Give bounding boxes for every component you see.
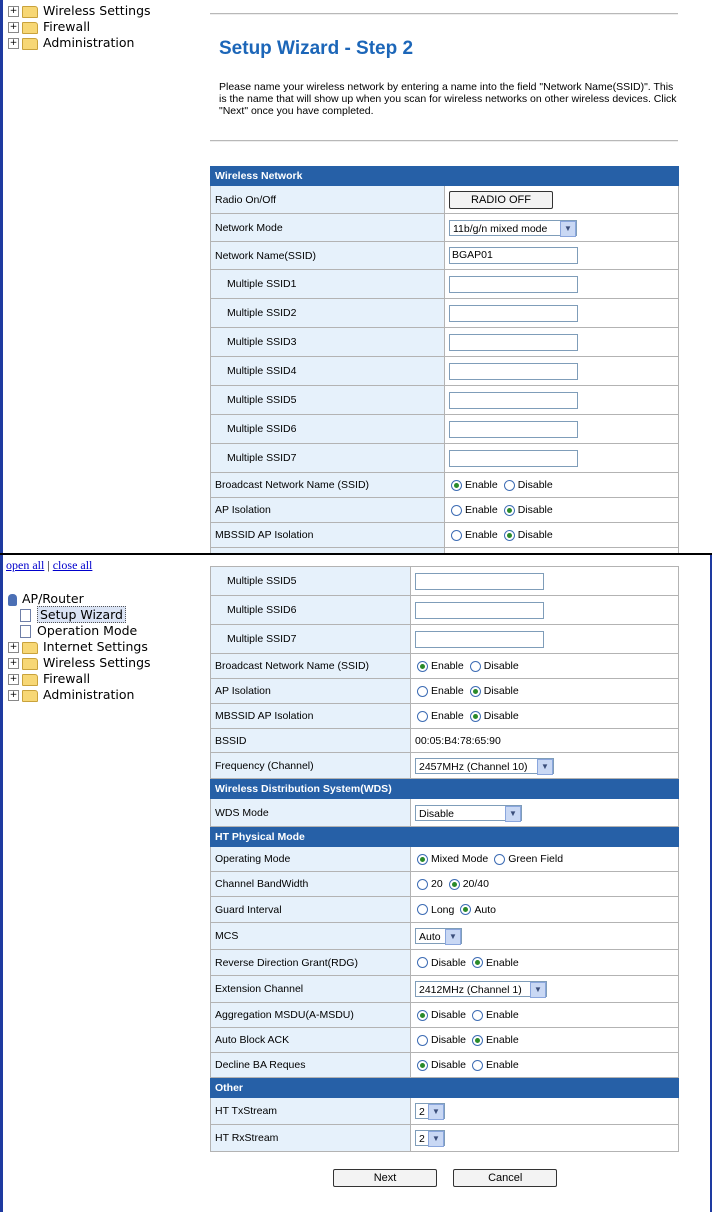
chevron-down-icon: ▼ xyxy=(505,806,521,822)
field-label: Guard Interval xyxy=(211,897,411,923)
chevron-down-icon: ▼ xyxy=(560,221,576,237)
section-header: Wireless Network xyxy=(211,167,679,186)
multiple-ssid-input[interactable] xyxy=(415,631,544,648)
folder-icon xyxy=(22,22,38,34)
radio-disable[interactable] xyxy=(470,686,481,697)
folder-icon xyxy=(22,6,38,18)
field-label: Multiple SSID6 xyxy=(211,596,411,625)
tx-stream-select[interactable]: 2 ▼ xyxy=(415,1103,445,1119)
page-icon xyxy=(20,625,31,638)
field-label: MCS xyxy=(211,923,411,950)
chevron-down-icon: ▼ xyxy=(537,759,553,775)
radio-disable[interactable] xyxy=(504,530,515,541)
mcs-select[interactable]: Auto ▼ xyxy=(415,928,462,944)
cancel-button[interactable]: Cancel xyxy=(453,1169,557,1187)
radio-disable[interactable] xyxy=(417,957,428,968)
field-label: Reverse Direction Grant(RDG) xyxy=(211,950,411,976)
next-button[interactable]: Next xyxy=(333,1169,437,1187)
wireless-network-table: Wireless Network Radio On/Off RADIO OFF Network Mode 11b/g/n mixed mode ▼ Network Name(SSID) BGAP01 Multiple SSID1 Multiple SSID2 Multiple SSID3 Multiple SSID4 Multiple SSID5 Multiple SSID6 Multiple SSID7 Broadcast Network Name (SSID) Enable Disable AP Isolation Enable Disable MBSSID AP Isolation Enable Disable xyxy=(210,166,679,572)
bssid-value: 00:05:B4:78:65:90 xyxy=(411,729,679,753)
field-label: Multiple SSID1 xyxy=(211,270,445,299)
tree-item-setup-wizard[interactable]: Setup Wizard xyxy=(20,607,126,623)
expand-icon[interactable]: + xyxy=(9,6,18,16)
field-label: HT TxStream xyxy=(211,1098,411,1125)
radio-disable[interactable] xyxy=(417,1035,428,1046)
field-label: Multiple SSID5 xyxy=(211,386,445,415)
field-label: AP Isolation xyxy=(211,679,411,704)
field-label: Network Name(SSID) xyxy=(211,242,445,270)
radio-disable[interactable] xyxy=(417,1010,428,1021)
page-intro: Please name your wireless network by entering a name into the field "Network Name(SSID)". This is the name that will show up when you scan for wireless networks on other wireless devices. Click "Next" once you have completed. xyxy=(219,81,677,117)
multiple-ssid-input[interactable] xyxy=(415,602,544,619)
field-label: WDS Mode xyxy=(211,799,411,827)
radio-disable[interactable] xyxy=(470,661,481,672)
divider xyxy=(210,13,678,15)
field-label: HT RxStream xyxy=(211,1125,411,1152)
multiple-ssid-input[interactable] xyxy=(449,305,578,322)
page-title: Setup Wizard - Step 2 xyxy=(219,38,414,59)
radio-green-field[interactable] xyxy=(494,854,505,865)
chevron-down-icon: ▼ xyxy=(428,1104,444,1120)
field-label: MBSSID AP Isolation xyxy=(211,523,445,548)
open-all-link[interactable]: open all xyxy=(6,558,45,572)
form-actions xyxy=(333,1169,557,1187)
chevron-down-icon: ▼ xyxy=(530,982,546,998)
field-label: Broadcast Network Name (SSID) xyxy=(211,473,445,498)
multiple-ssid-input[interactable] xyxy=(449,363,578,380)
field-label: Frequency (Channel) xyxy=(211,753,411,779)
field-label: Auto Block ACK xyxy=(211,1028,411,1053)
radio-20-40[interactable] xyxy=(449,879,460,890)
multiple-ssid-input[interactable] xyxy=(415,573,544,590)
field-label: Broadcast Network Name (SSID) xyxy=(211,654,411,679)
radio-auto[interactable] xyxy=(460,904,471,915)
field-label: Multiple SSID7 xyxy=(211,625,411,654)
radio-enable[interactable] xyxy=(417,686,428,697)
tree-item-administration[interactable]: + Administration xyxy=(9,687,135,702)
ssid-input[interactable]: BGAP01 xyxy=(449,247,578,264)
expand-icon[interactable]: + xyxy=(9,22,18,32)
page-icon xyxy=(20,609,31,622)
tree-item-wireless-settings[interactable]: + Wireless Settings xyxy=(9,3,151,18)
tree-item-firewall[interactable]: + Firewall xyxy=(9,671,91,686)
tree-item-operation-mode[interactable]: Operation Mode xyxy=(20,623,137,639)
frame-border xyxy=(0,0,3,553)
radio-off-button[interactable]: RADIO OFF xyxy=(449,191,553,209)
divider xyxy=(210,140,678,142)
multiple-ssid-input[interactable] xyxy=(449,392,578,409)
frame-border xyxy=(0,555,3,1212)
expand-icon[interactable]: + xyxy=(9,690,18,700)
tree-item-root[interactable]: AP/Router xyxy=(8,591,84,607)
field-label: Multiple SSID7 xyxy=(211,444,445,473)
field-label: Network Mode xyxy=(211,214,445,242)
rx-stream-select[interactable]: 2 ▼ xyxy=(415,1130,445,1146)
radio-enable[interactable] xyxy=(417,711,428,722)
folder-icon xyxy=(22,38,38,50)
field-label: BSSID xyxy=(211,729,411,753)
radio-enable[interactable] xyxy=(472,957,483,968)
multiple-ssid-input[interactable] xyxy=(449,421,578,438)
radio-long[interactable] xyxy=(417,904,428,915)
wds-mode-select[interactable]: Disable ▼ xyxy=(415,805,522,821)
field-label: Extension Channel xyxy=(211,976,411,1003)
radio-enable[interactable] xyxy=(472,1010,483,1021)
close-all-link[interactable]: close all xyxy=(52,558,93,572)
radio-disable[interactable] xyxy=(504,480,515,491)
radio-mixed-mode[interactable] xyxy=(417,854,428,865)
folder-icon xyxy=(22,642,38,654)
radio-disable[interactable] xyxy=(504,505,515,516)
expand-icon[interactable]: + xyxy=(9,642,18,652)
radio-disable[interactable] xyxy=(470,711,481,722)
field-label: Multiple SSID3 xyxy=(211,328,445,357)
field-label: Multiple SSID2 xyxy=(211,299,445,328)
extension-channel-select[interactable]: 2412MHz (Channel 1) ▼ xyxy=(415,981,547,997)
field-label: Decline BA Reques xyxy=(211,1053,411,1078)
radio-enable[interactable] xyxy=(451,530,462,541)
radio-enable[interactable] xyxy=(472,1035,483,1046)
field-label: Operating Mode xyxy=(211,847,411,872)
chevron-down-icon: ▼ xyxy=(428,1131,444,1147)
multiple-ssid-input[interactable] xyxy=(449,276,578,293)
expand-icon[interactable]: + xyxy=(9,658,18,668)
field-label: Multiple SSID6 xyxy=(211,415,445,444)
router-icon xyxy=(8,594,17,606)
expand-icon[interactable]: + xyxy=(9,38,18,48)
settings-table: Multiple SSID5 Multiple SSID6 Multiple SSID7 Broadcast Network Name (SSID) Enable Disable AP Isolation Enable Disable MBSSID AP Isolation Enable Disable BSSID 00:05:B4:78:65:90 Frequency (Channel) 2457MHz (Channel 10) ▼ Wireless Distribution System(WDS) WDS Mode Disable ▼ HT Physical Mode Operating Mode Mixed Mode Green Field Channel BandWidth 20 20/40 Guard Interval Long Auto MCS Auto ▼ Reverse Direction Grant(RDG) Disable Enable Extension Channel 2412MHz (Channel 1) ▼ Aggregation MSDU(A-MSDU) Disable Enable Auto Block ACK Disable Enable Decline BA Reques Disable Enable Other HT TxStream 2 ▼ HT RxStream 2 ▼ xyxy=(210,566,679,1152)
folder-icon xyxy=(22,690,38,702)
tree-item-wireless-settings[interactable]: + Wireless Settings xyxy=(9,655,151,670)
field-label: AP Isolation xyxy=(211,498,445,523)
radio-enable[interactable] xyxy=(472,1060,483,1071)
folder-icon xyxy=(22,658,38,670)
tree-item-firewall[interactable]: + Firewall xyxy=(9,19,91,34)
field-label: Aggregation MSDU(A-MSDU) xyxy=(211,1003,411,1028)
radio-enable[interactable] xyxy=(417,661,428,672)
multiple-ssid-input[interactable] xyxy=(449,334,578,351)
tree-item-internet-settings[interactable]: + Internet Settings xyxy=(9,639,148,654)
multiple-ssid-input[interactable] xyxy=(449,450,578,467)
radio-20[interactable] xyxy=(417,879,428,890)
field-label: MBSSID AP Isolation xyxy=(211,704,411,729)
field-label: Channel BandWidth xyxy=(211,872,411,897)
top-panel xyxy=(0,0,712,553)
section-header: HT Physical Mode xyxy=(211,827,679,847)
frequency-select[interactable]: 2457MHz (Channel 10) ▼ xyxy=(415,758,554,774)
tree-links: open all | close all xyxy=(6,558,93,572)
radio-enable[interactable] xyxy=(451,505,462,516)
section-header: Wireless Distribution System(WDS) xyxy=(211,779,679,799)
expand-icon[interactable]: + xyxy=(9,674,18,684)
section-header: Other xyxy=(211,1078,679,1098)
field-label: Radio On/Off xyxy=(211,186,445,214)
chevron-down-icon: ▼ xyxy=(445,929,461,945)
field-label: Multiple SSID4 xyxy=(211,357,445,386)
radio-disable[interactable] xyxy=(417,1060,428,1071)
tree-item-administration[interactable]: + Administration xyxy=(9,35,135,50)
field-label: Multiple SSID5 xyxy=(211,567,411,596)
folder-icon xyxy=(22,674,38,686)
network-mode-select[interactable]: 11b/g/n mixed mode ▼ xyxy=(449,220,577,236)
radio-enable[interactable] xyxy=(451,480,462,491)
bottom-panel xyxy=(0,555,712,1212)
